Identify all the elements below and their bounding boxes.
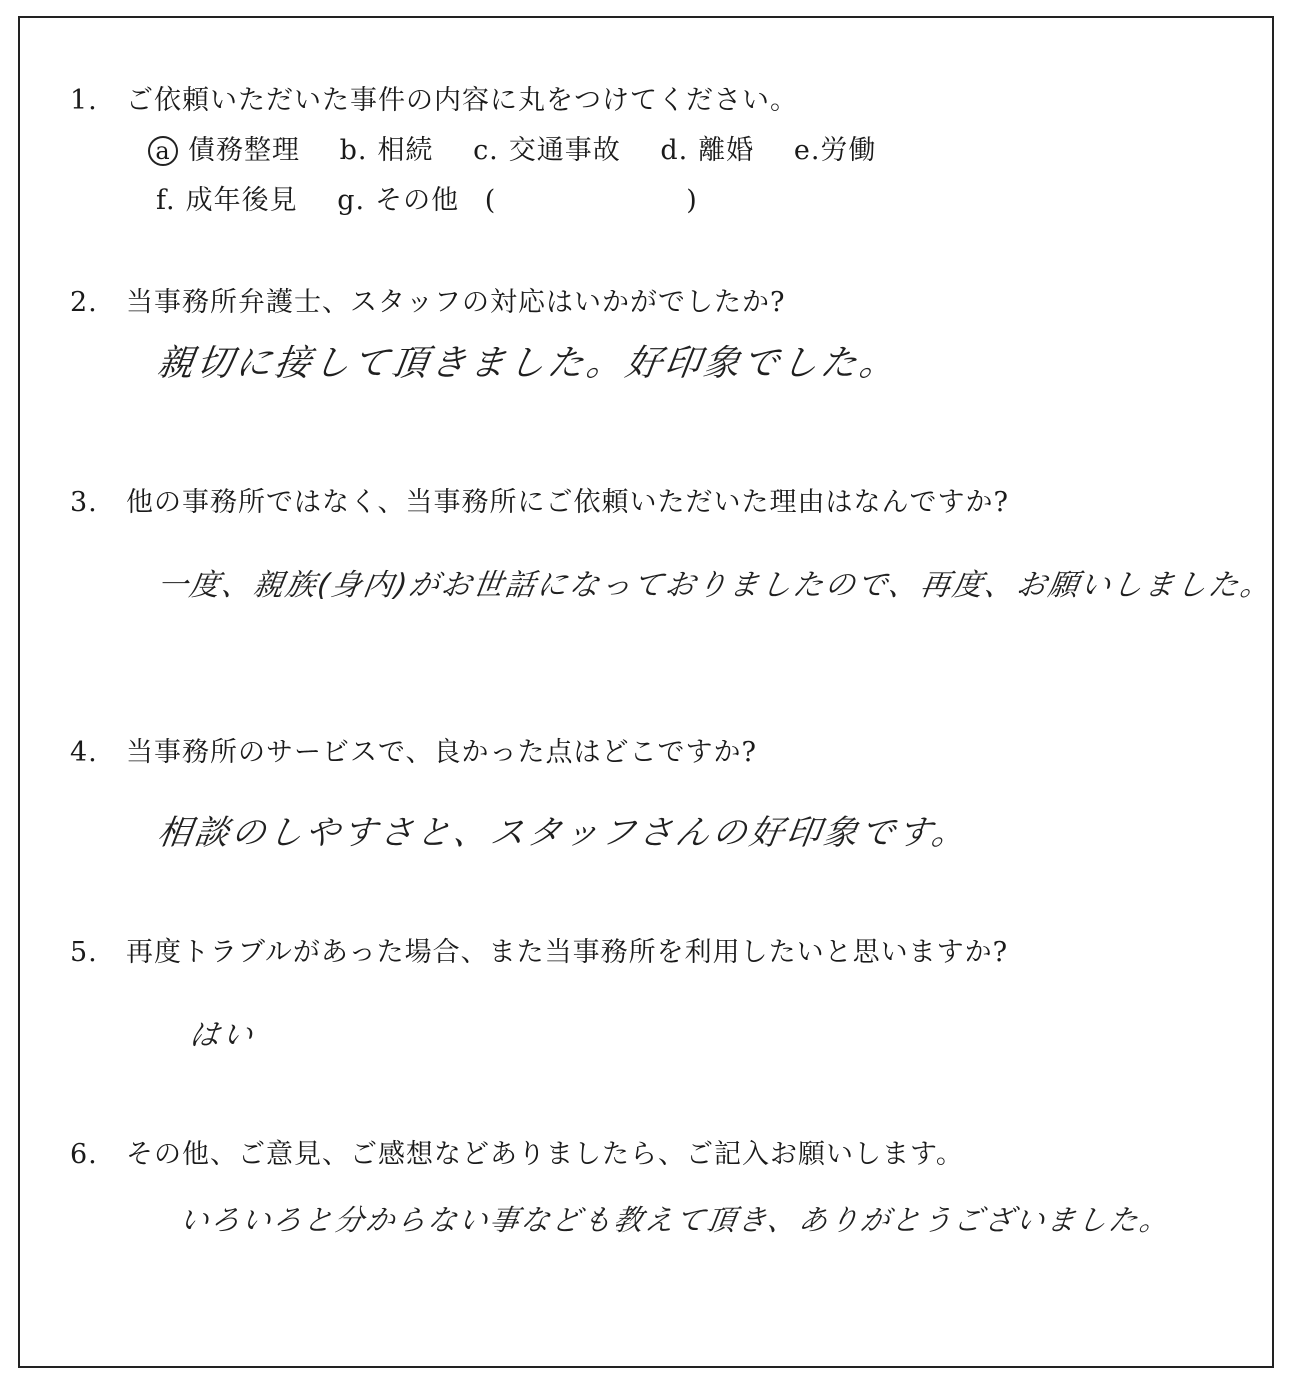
question-6 <box>70 1132 964 1171</box>
option-debt-settlement[interactable] <box>148 128 300 167</box>
option-d-label: 離婚 <box>698 135 755 166</box>
option-e-key: e. <box>793 135 821 166</box>
question-2 <box>70 280 785 319</box>
question-5-number: 5. <box>70 937 98 968</box>
option-a-key-circled: a <box>148 136 178 166</box>
question-3-text: 他の事務所ではなく、当事務所にご依頼いただいた理由はなんですか? <box>126 487 1009 518</box>
option-d-key: d. <box>660 135 689 166</box>
option-divorce[interactable] <box>660 128 754 167</box>
other-paren-open: ( <box>484 185 497 216</box>
question-6-text: その他、ご意見、ご感想などありましたら、ご記入お願いします。 <box>126 1139 964 1170</box>
question-4 <box>70 730 757 769</box>
option-a-label: 債務整理 <box>188 135 300 166</box>
question-1-options-row-1 <box>148 128 906 167</box>
question-1-text: ご依頼いただいた事件の内容に丸をつけてください。 <box>126 85 798 116</box>
option-g-label: その他 <box>375 185 460 216</box>
question-3-number: 3. <box>70 487 98 518</box>
question-3 <box>70 480 1009 519</box>
answer-5-handwritten: はい <box>187 1018 258 1053</box>
option-other[interactable] <box>337 178 698 217</box>
option-b-key: b. <box>339 135 368 166</box>
question-6-number: 6. <box>70 1139 98 1170</box>
question-5-text: 再度トラブルがあった場合、また当事務所を利用したいと思いますか? <box>126 937 1009 968</box>
question-4-number: 4. <box>70 737 98 768</box>
option-labor[interactable] <box>794 128 877 167</box>
answer-3-handwritten: 一度、親族(身内)がお世話になっておりましたので、再度、お願いしました。 <box>155 568 1275 603</box>
option-b-label: 相続 <box>377 135 434 166</box>
question-2-text: 当事務所弁護士、スタッフの対応はいかがでしたか? <box>126 287 786 318</box>
option-c-label: 交通事故 <box>508 135 621 166</box>
question-4-text: 当事務所のサービスで、良かった点はどこですか? <box>126 737 757 768</box>
option-inheritance[interactable] <box>340 128 434 167</box>
question-2-number: 2. <box>70 287 98 318</box>
option-g-key: g. <box>337 185 366 216</box>
option-f-key: f. <box>156 185 176 216</box>
answer-6-handwritten: いろいろと分からない事なども教えて頂き、ありがとうございました。 <box>177 1203 1174 1237</box>
other-paren-close: ) <box>686 185 698 216</box>
option-traffic-accident[interactable] <box>473 128 621 167</box>
question-1-number: 1. <box>70 85 98 116</box>
question-1-options-row-2 <box>156 178 728 217</box>
option-f-label: 成年後見 <box>185 185 298 216</box>
option-e-label: 労働 <box>820 135 877 166</box>
question-1 <box>70 78 798 117</box>
option-adult-guardianship[interactable] <box>156 178 298 217</box>
answer-4-handwritten: 相談のしやすさと、スタッフさんの好印象です。 <box>154 813 972 853</box>
answer-2-handwritten: 親切に接して頂きました。好印象でした。 <box>154 343 902 384</box>
question-5 <box>70 930 1008 969</box>
option-c-key: c. <box>473 135 499 166</box>
